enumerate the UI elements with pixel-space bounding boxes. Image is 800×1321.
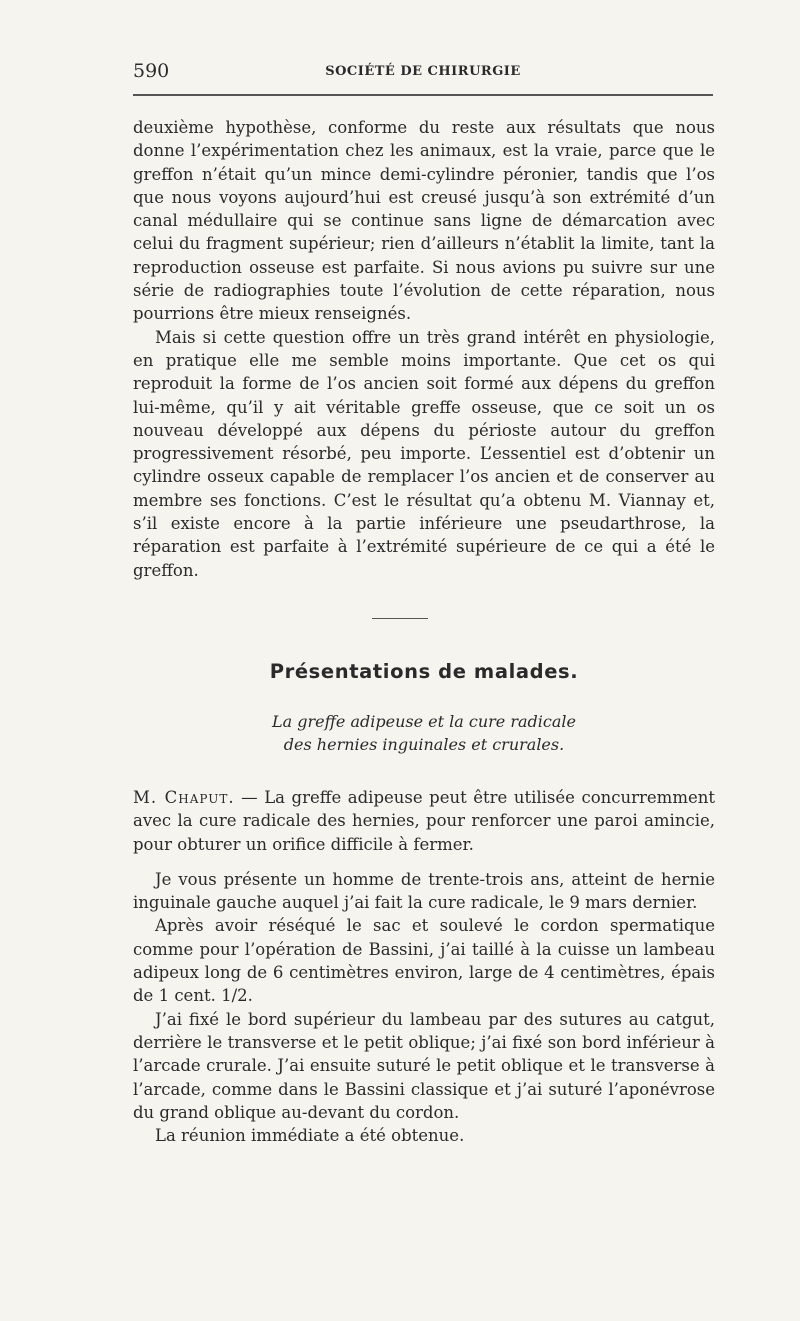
paragraph: deuxième hypothèse, conforme du reste aux résultats que nous donne l’expérimentation chez les animaux, est la vraie, parce que le greffon n’était qu’un mince demi-cylindre péronier, tandis que l’os que nous voyons aujourd’hui est creusé jusqu’à son extrémité d’un canal médullaire qui se continue sans ligne de démarcation avec celui du fragment supérieur; rien d’ailleurs n’établit la limite, tant la reproduction osseuse est parfaite. Si nous avions pu suivre sur une série de radiographies toute l’évolution de cette réparation, nous pourrions être mieux renseignés. [133,118,715,324]
page-number: 590 [133,60,170,82]
page-header [133,60,713,84]
paragraph: La réunion immédiate a été obtenue. [155,1126,465,1146]
speaker-name: M. Chaput. [133,788,235,807]
header-rule [133,94,713,96]
paragraph: Après avoir réséqué le sac et soulevé le cordon spermatique comme pour l’opération de Bassini, j’ai taillé à la cuisse un lambeau adipeux long de 6 centimètres environ, large de 4 centimètres, épais de 1 cent. 1/2. [133,916,715,1006]
dash: — [234,788,265,807]
paragraph: Mais si cette question offre un très grand intérêt en physiologie, en pratique elle me semble moins importante. Que cet os qui reproduit la forme de l’os ancien soit formé aux dépens du greffon lui-même, qu’il y ait véritable greffe osseuse, que ce soit un os nouveau développé aux dépens du périoste autour du greffon progressivement résorbé, peu importe. L’essentiel est d’obtenir un cylindre osseux capable de remplacer l’os ancien et de conserver au membre ses fonctions. C’est le résultat qu’a obtenu M. Viannay et, s’il existe encore à la partie inférieure une pseudarthrose, la réparation est parfaite à l’extrémité supérieure de ce qui a été le greffon. [133,327,715,580]
subtitle-line: des hernies inguinales et crurales. [283,735,565,754]
body-text [133,116,715,582]
paragraph: J’ai fixé le bord supérieur du lambeau par des sutures au catgut, derrière le transverse et le petit oblique; j’ai fixé son bord inférieur à l’arcade crurale. J’ai ensuite suturé le petit oblique et le transverse à l’arcade, comme dans le Bassini classique et j’ai suturé l’aponévrose du grand oblique au-devant du cordon. [133,1009,715,1122]
section-title: Présentations de malades. [269,660,579,683]
paragraph: Je vous présente un homme de trente-trois ans, atteint de hernie inguinale gauche auquel j’ai fait la cure radicale, le 9 mars dernier. [133,869,715,913]
intro-text: La greffe adipeuse peut être utilisée concurremment avec la cure radicale des hernies, pour renforcer une paroi amincie, pour obturer un orifice difficile à fermer. [133,788,715,854]
running-title: SOCIÉTÉ DE CHIRURGIE [325,64,521,79]
subtitle-line: La greffe adipeuse et la cure radicale [271,712,576,731]
section-subtitle [133,710,715,756]
presentation-intro [133,786,715,856]
section-separator [372,618,428,619]
presentation-text [133,786,715,1147]
